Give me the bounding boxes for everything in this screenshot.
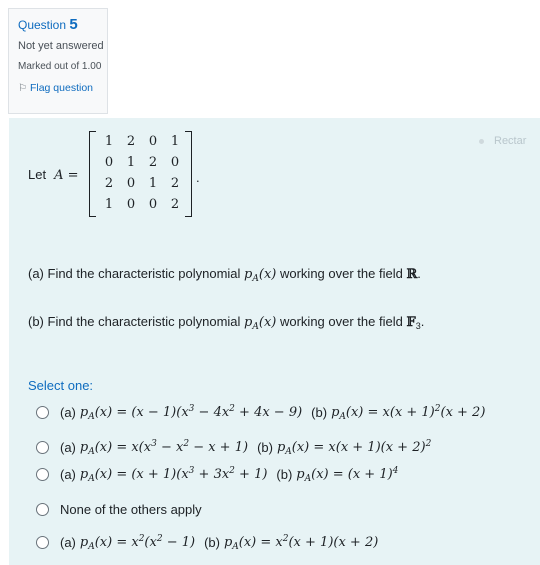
flag-icon: ⚐	[18, 83, 27, 94]
option-b-label: (b)	[204, 535, 220, 550]
matrix-cell: 2	[104, 176, 114, 191]
matrix-cell: 2	[126, 134, 136, 149]
option-b-label: (b)	[311, 405, 328, 420]
option-b-label: (b)	[257, 440, 273, 455]
answer-option-3[interactable]	[36, 467, 398, 482]
option-b-formula: $p_A(x) = x(x + 1)(x + 2)^2$	[276, 439, 432, 457]
matrix-cell: 2	[148, 155, 158, 170]
select-one-prompt: Select one:	[28, 378, 94, 393]
option-a-label: (a)	[60, 405, 76, 420]
option-a-formula: $p_A(x) = x(x^3 - x^2 - x + 1)$	[79, 439, 249, 457]
option-b-label: (b)	[276, 467, 293, 482]
radio-button[interactable]	[36, 441, 49, 454]
option-a-formula: $p_A(x) = (x + 1)(x^3 + 3x^2 + 1)$	[79, 466, 268, 484]
part-b-text: (b) Find the characteristic polynomial $p_A(x)$ working over the field 𝔽$_3$.	[28, 314, 425, 332]
matrix-cell: 0	[148, 134, 158, 149]
question-grade: Marked out of 1.00	[18, 61, 102, 72]
matrix-cell: 0	[104, 155, 114, 170]
answer-option-4[interactable]	[36, 502, 202, 517]
matrix-cell: 1	[104, 134, 114, 149]
matrix-definition-label: Let A =	[28, 167, 79, 183]
matrix-cell: 2	[170, 176, 180, 191]
matrix-cell: 0	[148, 197, 158, 212]
matrix-cell: 1	[104, 197, 114, 212]
matrix-right-bracket	[185, 131, 192, 217]
question-info-box	[8, 8, 108, 114]
option-b-formula: $p_A(x) = x^2(x + 1)(x + 2)$	[223, 534, 379, 552]
option-b-formula: $p_A(x) = x(x + 1)^2(x + 2)$	[331, 404, 486, 422]
matrix-cell: 0	[126, 176, 136, 191]
answer-option-1[interactable]	[36, 405, 485, 420]
matrix-left-bracket	[89, 131, 96, 217]
radio-button[interactable]	[36, 536, 49, 549]
radio-button[interactable]	[36, 468, 49, 481]
option-text: None of the others apply	[60, 502, 202, 517]
flag-question-link[interactable]	[18, 82, 107, 95]
matrix-cell: 1	[170, 134, 180, 149]
answer-option-2[interactable]	[36, 440, 431, 455]
radio-button[interactable]	[36, 503, 49, 516]
option-a-formula: $p_A(x) = (x - 1)(x^3 - 4x^2 + 4x - 9)$	[79, 404, 303, 422]
matrix-cell: 0	[126, 197, 136, 212]
faded-overlay-text: Rectar	[479, 135, 526, 147]
matrix-cell: 0	[170, 155, 180, 170]
matrix-cell: 2	[170, 197, 180, 212]
question-state: Not yet answered	[18, 40, 104, 52]
option-a-formula: $p_A(x) = x^2(x^2 - 1)$	[79, 534, 196, 552]
matrix-cell: 1	[148, 176, 158, 191]
matrix-cell: 1	[126, 155, 136, 170]
flag-label: Flag question	[29, 82, 94, 94]
option-b-formula: $p_A(x) = (x + 1)^4$	[296, 466, 399, 484]
matrix-entries	[98, 131, 186, 215]
matrix-period: .	[196, 170, 200, 185]
option-a-label: (a)	[60, 440, 76, 455]
option-a-label: (a)	[60, 467, 76, 482]
question-number: Question 5	[18, 16, 78, 33]
option-a-label: (a)	[60, 535, 76, 550]
matrix-A	[89, 131, 192, 217]
radio-button[interactable]	[36, 406, 49, 419]
answer-option-5[interactable]	[36, 535, 378, 550]
part-a-text: (a) Find the characteristic polynomial $p_A(x)$ working over the field ℝ.	[28, 266, 421, 284]
